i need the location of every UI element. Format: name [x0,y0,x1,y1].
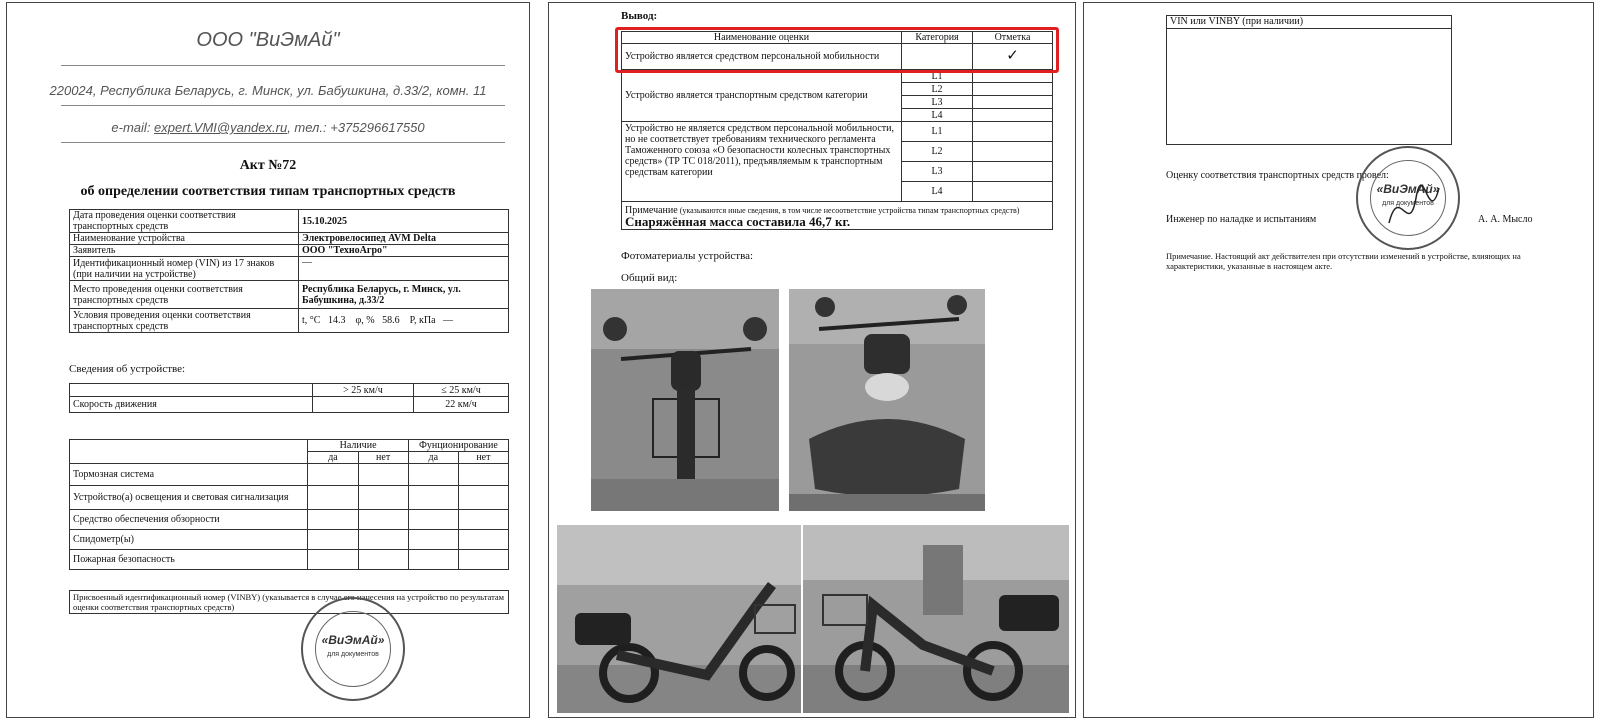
conditions-values: t, °С 14.3 φ, % 58.6 P, кПа — [299,309,509,333]
table-row: Идентификационный номер (VIN) из 17 знаков (при наличии на устройстве) — [70,257,509,281]
table-row: L3 [622,96,1053,109]
highlight-box [615,27,1059,73]
company-seal: «ВиЭмАй» для документов [1356,146,1460,250]
footnote: Примечание. Настоящий акт действителен при отсутствии изменений в устройстве, влияющих на характеристики, указанные в настоящем акте. [1166,251,1521,271]
vin-box [1166,15,1452,145]
table-row: L3 [622,162,1053,182]
table-row: Спидометр(ы) [70,530,509,550]
note-cell: Примечание (указываются иные сведения, в том числе несоответствие устройства типам транспортных средств) Снаряжённая масса составила 46,7 кг. [622,202,1053,230]
table-row: да нет да нет [70,452,509,464]
table-row: Скорость движения 22 км/ч [70,397,509,413]
table-row: Устройство является транспортным средством категории L1 [622,70,1053,83]
table-row: Пожарная безопасность [70,550,509,570]
table-row: L4 [622,109,1053,122]
company-contacts: e-mail: expert.VMI@yandex.ru, тел.: +375296617550 [111,120,425,135]
table-row: > 25 км/ч ≤ 25 км/ч [70,384,509,397]
table-row: L2 [622,142,1053,162]
table-row: L2 [622,83,1053,96]
divider [61,65,505,66]
device-photo-front [591,289,779,511]
engineer-role: Инженер по наладке и испытаниям [1166,214,1317,225]
vinby-note: Присвоенный идентификационный номер (VINBY) (указывается в случае его нанесения на устройство по результатам оценки соответствия транспортных средств) [69,590,509,614]
company-address: 220024, Республика Беларусь, г. Минск, ул. Бабушкина, д.33/2, комн. 11 [49,83,487,98]
table-row: Условия проведения оценки соответствия транспортных средств t, °С 14.3 φ, % 58.6 P, кПа — [70,309,509,333]
table-row: Место проведения оценки соответствия транспортных средств Республика Беларусь, г. Минск, ул. Бабушкина, д.33/2 [70,281,509,309]
signature [1384,178,1444,238]
table-row: Устройство является средством персональной мобильности ✓ [622,44,1053,70]
check-mark: ✓ [973,44,1053,70]
equipment-table [69,439,509,570]
conclusion-label: Вывод: [621,10,658,22]
table-row: Дата проведения оценки соответствия транспортных средств 15.10.2025 [70,210,509,233]
company-seal: «ВиЭмАй» для документов [301,597,405,701]
engineer-name: А. А. Мысло [1478,214,1533,225]
table-row [622,202,1053,230]
company-name: ООО "ВиЭмАй" [196,29,340,51]
divider [61,105,505,106]
table-row: Наличие Фунционирование [70,440,509,452]
table-row: Средство обеспечения обзорности [70,510,509,530]
divider [61,142,505,143]
device-photo-side-left [557,525,801,713]
table-row: L4 [622,182,1053,202]
document-page-2 [548,2,1076,718]
table-row: Заявитель ООО "ТехноАгро" [70,245,509,257]
table-row: Наименование устройства Электровелосипед AVM Delta [70,233,509,245]
assessment-line: Оценку соответствия транспортных средств провел: [1166,170,1389,181]
email-link[interactable]: expert.VMI@yandex.ru [154,120,288,135]
speed-table [69,383,509,413]
document-page-3 [1083,2,1594,718]
act-info-table [69,209,509,333]
photos-label: Фотоматериалы устройства: [621,250,754,262]
device-photo-rear [789,289,985,511]
table-row: Устройство(а) освещения и световая сигнализация [70,486,509,510]
act-title: Акт №72 [239,158,297,173]
document-page-1 [6,2,530,718]
device-info-heading: Сведения об устройстве: [69,363,186,375]
table-row: Устройство не является средством персональной мобильности, но не соответствует требованиям технического регламента Таможенного союза «О безопасности колесных транспортных средств» (ТР ТС 018/2011), предъявляемым к транспортным средствам категории L1 [622,122,1053,142]
table-row: Тормозная система [70,464,509,486]
act-subtitle: об определении соответствия типам транспортных средств [80,184,456,199]
general-view-label: Общий вид: [621,272,678,284]
device-photo-side-right [803,525,1069,713]
vin-label: VIN или VINBY (при наличии) [1167,16,1451,29]
table-row: Наименование оценки Категория Отметка [622,32,1053,44]
